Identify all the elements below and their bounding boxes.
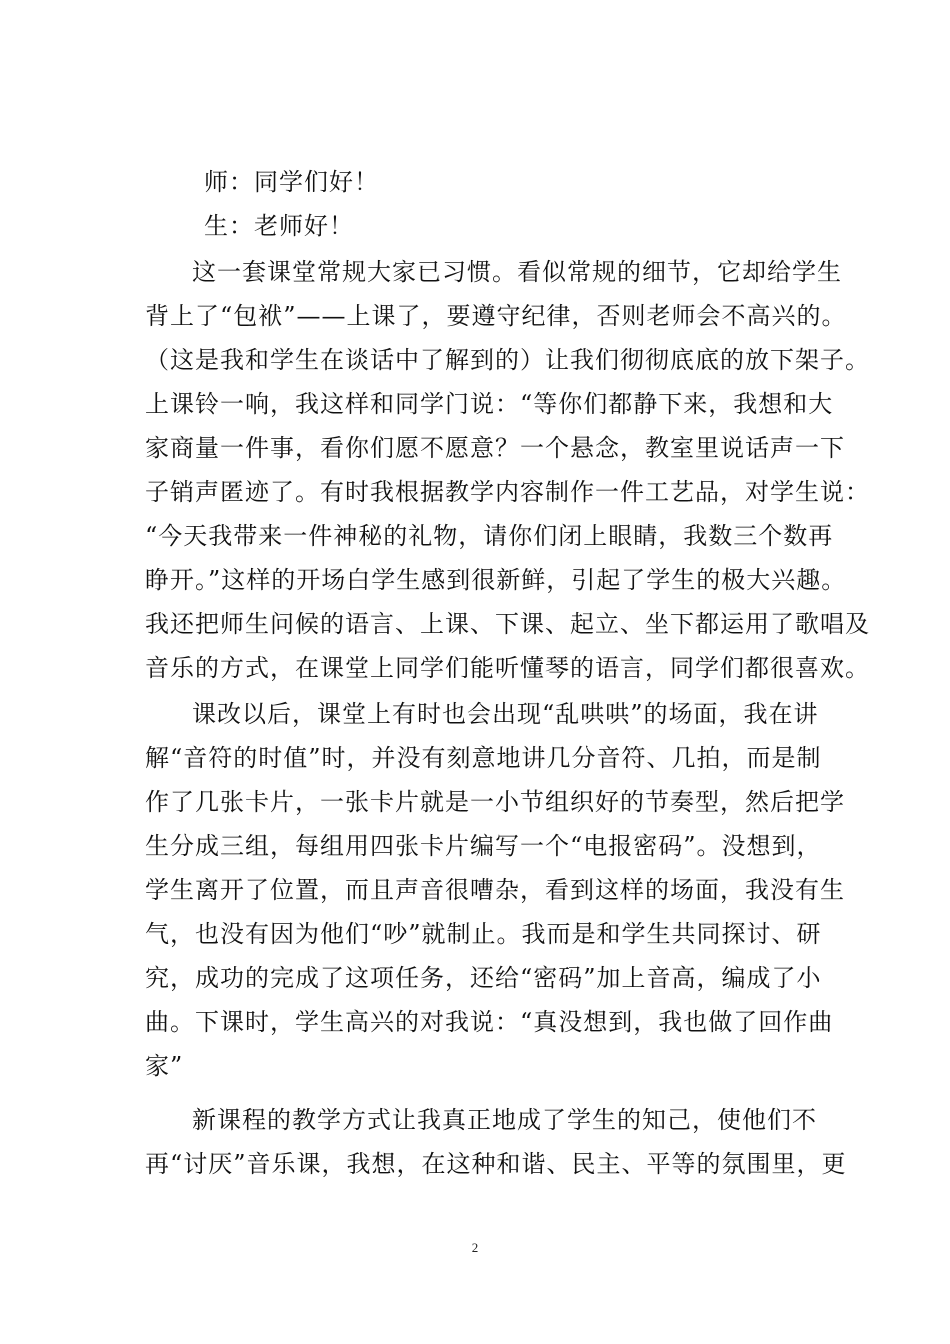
dialogue-line-students: 生：老师好！ <box>204 212 354 240</box>
paragraph-2-line-3: 作了几张卡片，一张卡片就是一小节组织好的节奏型，然后把学 <box>145 788 845 816</box>
paragraph-2-line-4: 生分成三组，每组用四张卡片编写一个“电报密码”。没想到， <box>145 832 822 860</box>
paragraph-1-line-7: “今天我带来一件神秘的礼物，请你们闭上眼睛，我数三个数再 <box>145 522 834 550</box>
paragraph-1-line-10: 音乐的方式，在课堂上同学们能听懂琴的语言，同学们都很喜欢。 <box>145 654 870 682</box>
paragraph-1-line-1: 这一套课堂常规大家已习惯。看似常规的细节，它却给学生 <box>192 258 842 286</box>
paragraph-2-line-9: 家” <box>145 1052 184 1080</box>
paragraph-1-line-6: 子销声匿迹了。有时我根据教学内容制作一件工艺品，对学生说： <box>145 478 870 506</box>
paragraph-2-line-1: 课改以后，课堂上有时也会出现“乱哄哄”的场面，我在讲 <box>192 700 819 728</box>
paragraph-1-line-4: 上课铃一响，我这样和同学门说：“等你们都静下来，我想和大 <box>145 390 834 418</box>
paragraph-2-line-5: 学生离开了位置，而且声音很嘈杂，看到这样的场面，我没有生 <box>145 876 845 904</box>
paragraph-3-line-1: 新课程的教学方式让我真正地成了学生的知己，使他们不 <box>192 1106 817 1134</box>
paragraph-1-line-5: 家商量一件事，看你们愿不愿意？一个悬念，教室里说话声一下 <box>145 434 845 462</box>
page-number: 2 <box>471 1240 479 1255</box>
paragraph-2-line-7: 究，成功的完成了这项任务，还给“密码”加上音高，编成了小 <box>145 964 822 992</box>
paragraph-1-line-2: 背上了“包袱”——上课了，要遵守纪律，否则老师会不高兴的。 <box>145 302 847 330</box>
paragraph-2-line-8: 曲。下课时，学生高兴的对我说：“真没想到，我也做了回作曲 <box>145 1008 834 1036</box>
paragraph-1-line-3: （这是我和学生在谈话中了解到的）让我们彻彻底底的放下架子。 <box>145 346 870 374</box>
paragraph-3-line-2: 再“讨厌”音乐课，我想，在这种和谐、民主、平等的氛围里，更 <box>145 1150 847 1178</box>
dialogue-line-teacher: 师：同学们好！ <box>204 168 379 196</box>
paragraph-1-line-8: 睁开。”这样的开场白学生感到很新鲜，引起了学生的极大兴趣。 <box>145 566 847 594</box>
paragraph-1-line-9: 我还把师生问候的语言、上课、下课、起立、坐下都运用了歌唱及 <box>145 610 870 638</box>
paragraph-2-line-6: 气，也没有因为他们“吵”就制止。我而是和学生共同探讨、研 <box>145 920 822 948</box>
paragraph-2-line-2: 解“音符的时值”时，并没有刻意地讲几分音符、几拍，而是制 <box>145 744 822 772</box>
